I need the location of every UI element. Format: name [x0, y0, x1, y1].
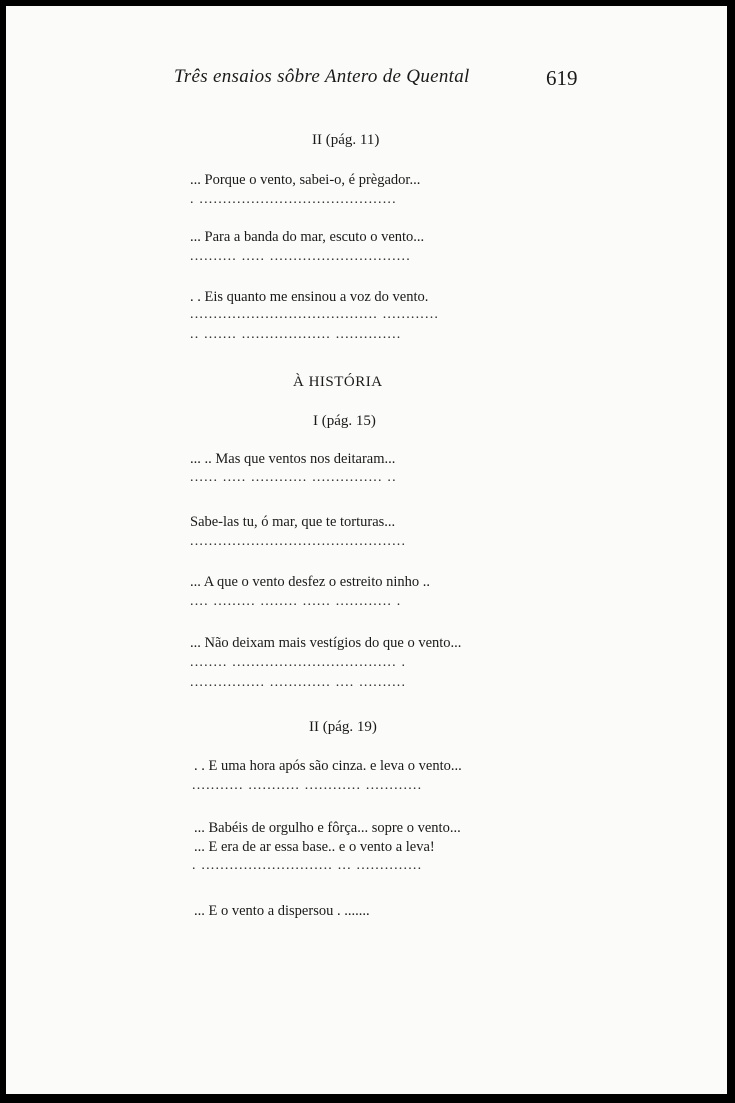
verse-line: Sabe-las tu, ó mar, que te torturas...	[190, 514, 396, 530]
verse-line: ... Não deixam mais vestígios do que o vento...	[190, 635, 462, 651]
ellipsis-line: . ............................ ... ..............	[192, 858, 423, 873]
verse-line: ... E o vento a dispersou . .......	[194, 903, 370, 919]
verse-line: ... E era de ar essa base.. e o vento a leva!	[194, 839, 435, 855]
verse-line: ... Porque o vento, sabei-o, é prègador...	[190, 172, 421, 188]
verse-line: ... Babéis de orgulho e fôrça... sopre o vento...	[194, 820, 461, 836]
section-title: À HISTÓRIA	[293, 374, 383, 390]
verse-line: ... A que o vento desfez o estreito ninho ..	[190, 574, 431, 590]
section-heading: II (pág. 19)	[309, 719, 377, 735]
ellipsis-line: ........ ................................... .	[190, 655, 407, 670]
document-page	[6, 6, 727, 1094]
verse-line: . . E uma hora após são cinza. e leva o vento...	[194, 758, 462, 774]
ellipsis-line: ..............................................	[190, 534, 407, 549]
ellipsis-line: ................ ............. .... ..........	[190, 675, 407, 690]
verse-line: . . Eis quanto me ensinou a voz do vento.	[190, 289, 429, 305]
ellipsis-line: . ..........................................	[190, 192, 397, 207]
verse-line: ... .. Mas que ventos nos deitaram...	[190, 451, 396, 467]
ellipsis-line: ........................................ ............	[190, 307, 440, 322]
ellipsis-line: .. ....... ................... ..............	[190, 327, 402, 342]
section-heading: I (pág. 15)	[313, 413, 376, 429]
ellipsis-line: .... ......... ........ ...... ............ .	[190, 594, 402, 609]
verse-line: ... Para a banda do mar, escuto o vento...	[190, 229, 425, 245]
ellipsis-line: ........... ........... ............ ............	[192, 778, 423, 793]
page-number: 619	[546, 66, 578, 90]
ellipsis-line: ...... ..... ............ ............... ..	[190, 470, 397, 485]
page-header	[6, 66, 727, 96]
ellipsis-line: .......... ..... ..............................	[190, 249, 411, 264]
running-title: Três ensaios sôbre Antero de Quental	[174, 66, 470, 87]
section-heading: II (pág. 11)	[312, 132, 380, 148]
